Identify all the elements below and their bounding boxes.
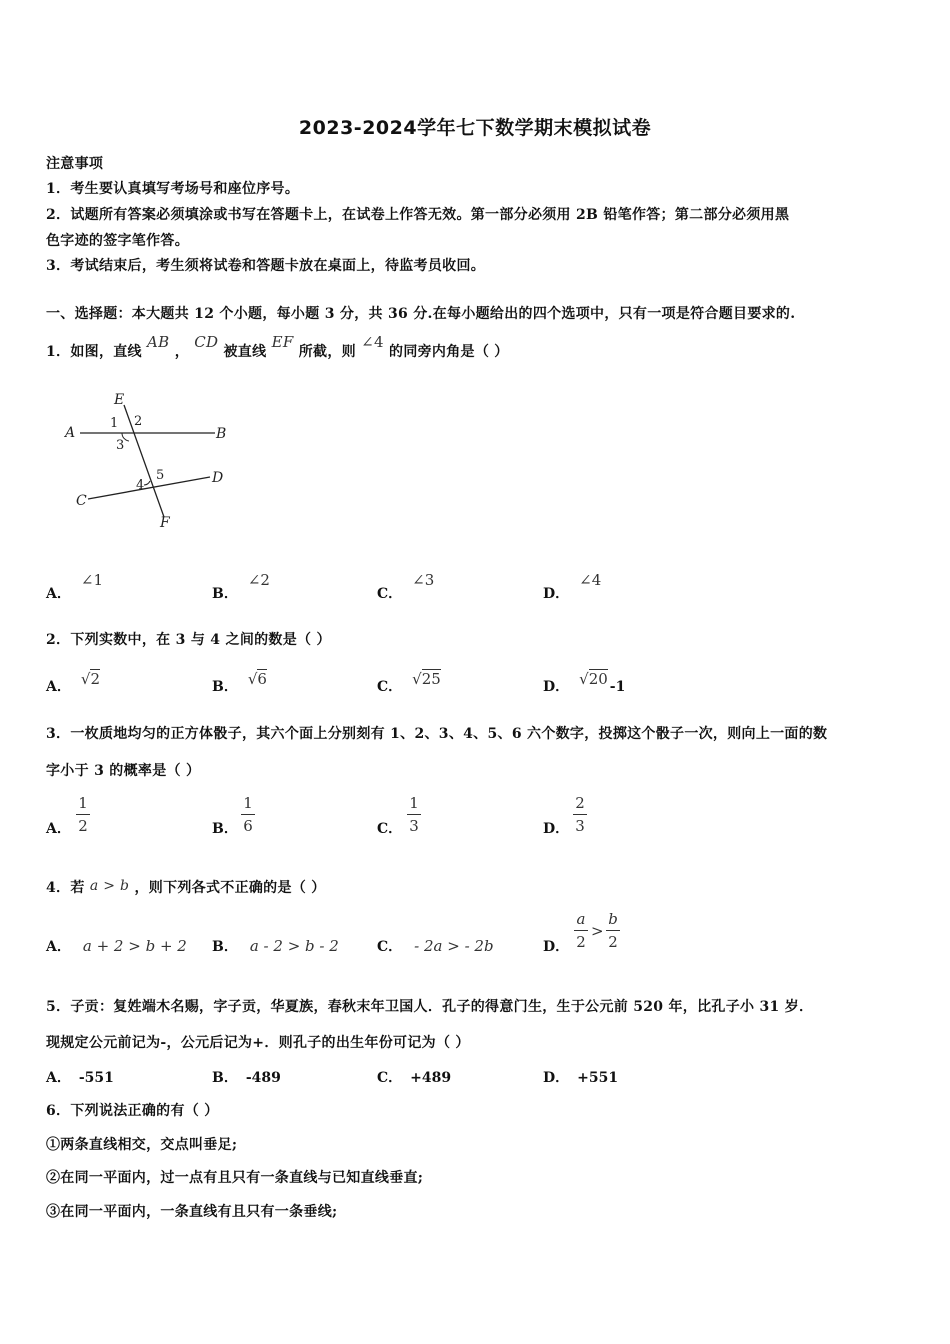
q5-option-a[interactable]: A． -551: [46, 1070, 114, 1086]
q1-option-a[interactable]: A．∠1: [46, 571, 103, 602]
label-3: 3: [116, 438, 125, 453]
q6-stem: 6．下列说法正确的有（ ）: [46, 1103, 219, 1119]
q5-option-c[interactable]: C． +489: [377, 1070, 452, 1086]
q2-option-b[interactable]: B． √6: [212, 670, 267, 695]
q5-stem: 5．子贡：复姓端木名赐，字子贡，华夏族，春秋末年卫国人．孔子的得意门生，生于公元前 520 年，比孔子小 31 岁．: [46, 999, 814, 1015]
q1-option-c[interactable]: C．∠3: [377, 571, 435, 602]
line-ef: [124, 405, 164, 517]
q5-option-b[interactable]: B． -489: [212, 1070, 281, 1086]
q3-fraction-b: 1 6: [241, 794, 255, 835]
q3-option-a[interactable]: A．: [46, 821, 71, 837]
q3-fraction-d: 2 3: [573, 794, 587, 835]
q2-option-a[interactable]: A． √2: [46, 670, 100, 695]
q3-fraction-a: 1 2: [76, 794, 90, 835]
label-2: 2: [134, 414, 143, 429]
q4-fraction-left: a 2: [574, 910, 588, 951]
line-cd: [88, 477, 210, 499]
q5-stem: 现规定公元前记为-，公元后记为+．则孔子的出生年份可记为（ ）: [46, 1035, 470, 1051]
q6-item: ③在同一平面内，一条直线有且只有一条垂线;: [46, 1204, 338, 1220]
angle-arc: [144, 481, 150, 485]
label-4: 4: [136, 478, 145, 493]
notice-heading: 注意事项: [46, 156, 104, 172]
q2-option-d[interactable]: D． √20 -1: [543, 670, 626, 695]
label-c: C: [76, 493, 87, 509]
label-f: F: [160, 515, 170, 531]
q3-option-d[interactable]: D．: [543, 821, 570, 837]
q4-fraction-right: b 2: [606, 910, 620, 951]
q4-option-b[interactable]: B． a - 2 > b - 2: [212, 937, 339, 955]
notice-item: 1．考生要认真填写考场号和座位序号。: [46, 181, 300, 197]
q4-greater-sign: >: [591, 922, 604, 940]
q3-stem: 3．一枚质地均匀的正方体骰子，其六个面上分别刻有 1、2、3、4、5、6 六个数字，投掷这个骰子一次，则向上一面的数: [46, 726, 828, 742]
notice-item: 2．试题所有答案必须填涂或书写在答题卡上，在试卷上作答无效。第一部分必须用 2B 铅笔作答；第二部分必须用黑: [46, 207, 790, 223]
label-b: B: [216, 426, 227, 442]
label-e: E: [114, 392, 125, 408]
q3-option-b[interactable]: B．: [212, 821, 238, 837]
q3-stem: 字小于 3 的概率是（ ）: [46, 763, 201, 779]
q1-figure: [60, 385, 240, 535]
q1-option-b[interactable]: B．∠2: [212, 571, 270, 602]
q5-option-d[interactable]: D． +551: [543, 1070, 619, 1086]
label-d: D: [212, 470, 224, 486]
label-1: 1: [110, 416, 119, 431]
q6-item: ②在同一平面内，过一点有且只有一条直线与已知直线垂直;: [46, 1170, 424, 1186]
label-5: 5: [156, 468, 165, 483]
q6-item: ①两条直线相交，交点叫垂足;: [46, 1137, 238, 1153]
notice-item: 色字迹的签字笔作答。: [46, 233, 189, 249]
q1-stem: 1．如图，直线 AB ， CD 被直线 EF 所截，则 ∠4 的同旁内角是（ ）: [46, 333, 509, 360]
q4-option-c[interactable]: C． - 2a > - 2b: [377, 937, 494, 955]
label-a: A: [65, 425, 76, 441]
q3-option-c[interactable]: C．: [377, 821, 403, 837]
q2-option-c[interactable]: C． √25: [377, 670, 441, 695]
q4-option-d[interactable]: D．: [543, 939, 570, 955]
q4-stem: 4．若 a > b ，则下列各式不正确的是（ ）: [46, 878, 326, 896]
q4-option-a[interactable]: A． a + 2 > b + 2: [46, 937, 187, 955]
notice-item: 3．考试结束后，考生须将试卷和答题卡放在桌面上，待监考员收回。: [46, 258, 486, 274]
q2-stem: 2．下列实数中，在 3 与 4 之间的数是（ ）: [46, 632, 331, 648]
page-title: 2023-2024学年七下数学期末模拟试卷: [298, 117, 652, 139]
q3-fraction-c: 1 3: [407, 794, 421, 835]
section-heading: 一、选择题：本大题共 12 个小题，每小题 3 分，共 36 分.在每小题给出的四个选项中，只有一项是符合题目要求的.: [46, 306, 796, 322]
q1-option-d[interactable]: D．∠4: [543, 571, 602, 602]
